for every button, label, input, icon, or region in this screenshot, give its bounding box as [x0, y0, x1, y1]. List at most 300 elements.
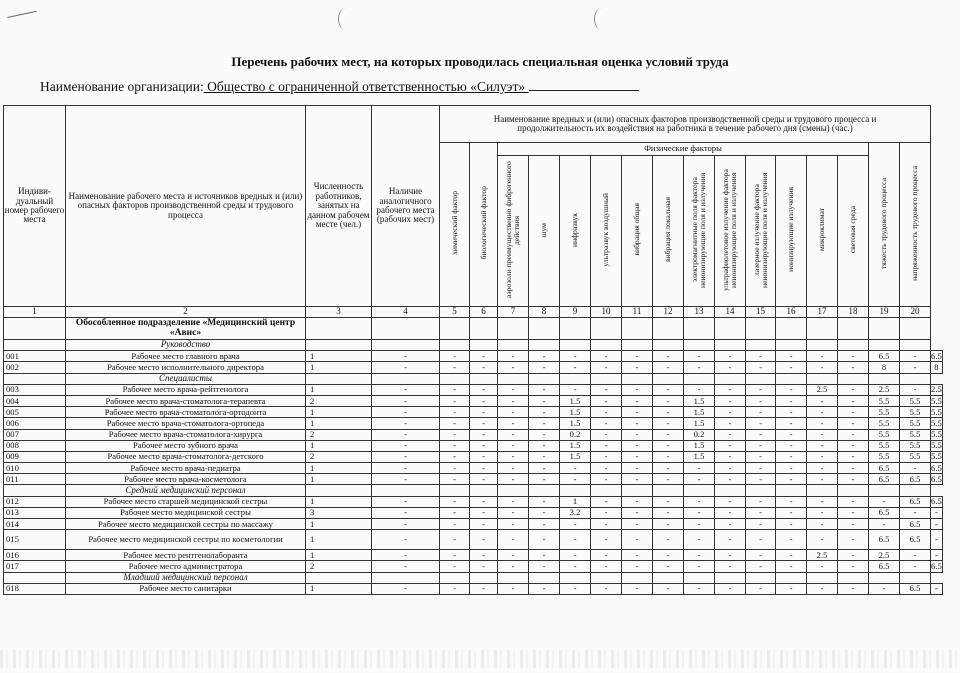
factor-cell: - [653, 474, 684, 485]
workplace-id: 015 [4, 530, 66, 550]
factor-cell: - [746, 418, 776, 429]
table-row [4, 418, 943, 429]
workplace-id: 012 [4, 496, 66, 507]
workplace-name: Рабочее место санитарки [66, 583, 306, 594]
worker-count: 2 [306, 451, 372, 462]
factor-cell: - [529, 583, 560, 594]
header-chem: химический фактор [440, 143, 470, 307]
factor-cell: - [931, 583, 943, 594]
worker-count: 3 [306, 507, 372, 518]
factor-cell: - [653, 507, 684, 518]
factor-cell: - [838, 395, 869, 406]
factor-cell: - [900, 384, 931, 395]
factor-cell: 5.5 [931, 451, 942, 462]
factor-cell: - [807, 351, 838, 362]
header-physical-factor: ультрафиолетовое излучение фактора неионизирующие поля и излучения [715, 156, 746, 307]
factor-cell: - [838, 507, 869, 518]
table-row [4, 451, 943, 462]
factor-cell: - [591, 583, 622, 594]
factor-cell: - [622, 351, 653, 362]
factor-cell: - [776, 519, 807, 530]
section-row [4, 340, 943, 351]
subdivision-name: Обособленное подразделение «Медицинский центр «Авис» [66, 318, 306, 340]
factor-cell: - [684, 561, 715, 572]
workplace-id: 004 [4, 395, 66, 406]
workplace-id: 018 [4, 583, 66, 594]
factor-cell: - [622, 463, 653, 474]
factor-cell: - [622, 561, 653, 572]
factor-cell: - [470, 507, 498, 518]
factor-cell: - [746, 362, 776, 373]
workplace-name: Рабочее место медицинской сестры по массажу [66, 519, 306, 530]
analog-cell: - [372, 561, 440, 572]
factor-cell: - [529, 550, 560, 561]
analog-cell: - [372, 507, 440, 518]
factor-cell: - [560, 583, 591, 594]
factor-cell: - [470, 429, 498, 440]
factor-cell: - [684, 463, 715, 474]
factor-cell: - [746, 474, 776, 485]
factor-cell: - [498, 474, 529, 485]
worker-count: 2 [306, 429, 372, 440]
factor-cell: - [684, 496, 715, 507]
analog-cell: - [372, 429, 440, 440]
worker-count: 1 [306, 407, 372, 418]
factor-cell: - [776, 530, 807, 550]
factor-cell: - [838, 463, 869, 474]
factor-cell: - [560, 351, 591, 362]
factor-cell: - [776, 440, 807, 451]
factor-cell: - [622, 530, 653, 550]
factor-cell: 2.5 [931, 384, 942, 395]
table-row [4, 351, 943, 362]
factor-cell: - [715, 384, 746, 395]
header-physical-factor: инфразвук [560, 156, 591, 307]
factor-cell: 5.5 [900, 395, 931, 406]
factor-cell: - [838, 362, 869, 373]
factor-cell: - [684, 384, 715, 395]
factor-cell: 6.5 [931, 462, 942, 473]
factor-cell: - [440, 507, 470, 518]
section-title: Младший медицинский персонал [66, 572, 306, 583]
factor-cell: 6.5 [869, 463, 900, 474]
factor-cell: - [440, 418, 470, 429]
analog-cell: - [372, 530, 440, 550]
column-number: 8 [529, 307, 560, 318]
column-number: 12 [653, 307, 684, 318]
factor-cell: - [869, 583, 900, 594]
worker-count: 1 [306, 463, 372, 474]
factor-cell: 1.5 [684, 440, 715, 451]
header-physical-factor: вибрация локальная [653, 156, 684, 307]
column-number: 2 [66, 307, 306, 318]
factor-cell: - [470, 440, 498, 451]
factor-cell: 1.5 [684, 418, 715, 429]
factor-cell: 5.5 [931, 440, 942, 451]
scan-artifact [594, 8, 609, 30]
factor-cell: - [529, 530, 560, 550]
factor-cell: - [622, 395, 653, 406]
column-number: 1 [4, 307, 66, 318]
factor-cell: - [715, 583, 746, 594]
factor-cell: - [776, 407, 807, 418]
factor-cell: - [653, 496, 684, 507]
factor-cell: - [715, 440, 746, 451]
column-number: 13 [684, 307, 715, 318]
factor-cell: - [776, 507, 807, 518]
factor-cell: - [498, 395, 529, 406]
factor-cell: - [591, 418, 622, 429]
factor-cell: - [715, 496, 746, 507]
factor-cell: - [470, 519, 498, 530]
factor-cell: - [684, 530, 715, 550]
factor-cell: - [715, 395, 746, 406]
factor-cell: 6.5 [869, 351, 900, 362]
factor-cell: - [715, 362, 746, 373]
factor-cell: - [622, 496, 653, 507]
factor-cell: 6.5 [900, 496, 931, 507]
factor-cell: 6.5 [900, 474, 931, 485]
factor-cell: 5.5 [869, 407, 900, 418]
factor-cell: - [440, 463, 470, 474]
factor-cell: - [684, 583, 715, 594]
factor-cell: - [715, 451, 746, 462]
factor-cell: - [838, 561, 869, 572]
header-factors-group: Наименование вредных и (или) опасных факторов производственной среды и трудового процесса и продолжительность их воздействия на работника в течение рабочего дня (смены) (час.) [440, 106, 931, 143]
factor-cell: - [560, 550, 591, 561]
factor-cell: 2.5 [807, 384, 838, 395]
factor-cell: 5.5 [931, 395, 942, 406]
factor-cell: - [715, 519, 746, 530]
factor-cell: - [498, 507, 529, 518]
factor-cell: - [900, 561, 931, 572]
factor-cell: 6.5 [931, 350, 942, 361]
header-id: Индиви-дуальный номер рабочего места [4, 106, 66, 307]
table-row [4, 583, 943, 594]
workplace-name: Рабочее место медицинской сестры по косметологии [66, 530, 306, 550]
factor-cell: - [900, 463, 931, 474]
factor-cell: - [807, 496, 838, 507]
workplace-id: 009 [4, 451, 66, 462]
factor-cell: 1.5 [560, 418, 591, 429]
factor-cell: - [498, 384, 529, 395]
workplace-name: Рабочее место главного врача [66, 351, 306, 362]
factor-cell: 5.5 [900, 440, 931, 451]
factor-cell: - [591, 407, 622, 418]
factor-cell: - [591, 440, 622, 451]
factor-cell: - [591, 429, 622, 440]
header-physical-factor: аэрозоли преимущественно фиброгенного действия [498, 156, 529, 307]
factor-cell: - [622, 507, 653, 518]
table-row [4, 561, 943, 572]
column-number: 17 [807, 307, 838, 318]
section-row [4, 485, 943, 496]
factor-cell: - [746, 496, 776, 507]
column-number: 16 [776, 307, 807, 318]
factor-cell: - [622, 519, 653, 530]
worker-count: 1 [306, 583, 372, 594]
factor-cell: - [653, 418, 684, 429]
factor-cell: - [560, 474, 591, 485]
factor-cell: - [591, 519, 622, 530]
factor-cell: - [807, 362, 838, 373]
analog-cell: - [372, 351, 440, 362]
factor-cell: - [807, 530, 838, 550]
factor-cell: - [498, 362, 529, 373]
factor-cell: - [622, 429, 653, 440]
worker-count: 1 [306, 550, 372, 561]
scan-noise [0, 650, 960, 668]
factor-cell: - [776, 429, 807, 440]
workplace-id: 010 [4, 463, 66, 474]
factor-cell: 6.5 [900, 530, 931, 550]
factor-cell: - [470, 561, 498, 572]
factor-cell: - [529, 474, 560, 485]
factor-cell: - [470, 463, 498, 474]
factor-cell: - [529, 519, 560, 530]
factor-cell: - [622, 407, 653, 418]
factor-cell: - [622, 451, 653, 462]
factor-cell: - [498, 530, 529, 550]
factor-cell: - [591, 561, 622, 572]
factor-cell: - [622, 362, 653, 373]
workplace-id: 002 [4, 362, 66, 373]
header-analog: Наличие аналогичного рабочего места (рабочих мест) [372, 106, 440, 307]
analog-cell: - [372, 519, 440, 530]
factor-cell: - [440, 395, 470, 406]
factor-cell: - [746, 351, 776, 362]
table-row [4, 395, 943, 406]
factor-cell: 5.5 [869, 429, 900, 440]
header-name: Наименование рабочего места и источников вредных и (или) опасных факторов производственной среды и трудового процесса [66, 106, 306, 307]
factor-cell: - [498, 440, 529, 451]
factor-cell: - [470, 451, 498, 462]
factor-cell: 2.5 [807, 550, 838, 561]
page-title: Перечень рабочих мест, на которых проводилась специальная оценка условий труда [231, 54, 729, 69]
workplace-name: Рабочее место врача-стоматолога-детского [66, 451, 306, 462]
factor-cell: - [653, 530, 684, 550]
factor-cell: - [807, 561, 838, 572]
analog-cell: - [372, 463, 440, 474]
worker-count: 2 [306, 561, 372, 572]
table-row [4, 496, 943, 507]
factor-cell: 6.5 [869, 507, 900, 518]
factor-cell: - [440, 519, 470, 530]
column-number: 14 [715, 307, 746, 318]
factor-cell: - [715, 550, 746, 561]
factor-cell: - [622, 550, 653, 561]
factor-cell: - [622, 583, 653, 594]
column-number: 15 [746, 307, 776, 318]
factor-cell: 5.5 [931, 417, 942, 428]
factor-cell: - [529, 561, 560, 572]
factor-cell: - [470, 474, 498, 485]
column-number: 11 [622, 307, 653, 318]
header-physical-factor: ультразвук воздушный [591, 156, 622, 307]
factor-cell: - [746, 530, 776, 550]
column-number: 3 [306, 307, 372, 318]
workplace-name: Рабочее место врача-рейтгенолога [66, 384, 306, 395]
factor-cell: - [715, 429, 746, 440]
worker-count: 1 [306, 530, 372, 550]
factor-cell: - [498, 583, 529, 594]
factor-cell: 5.5 [869, 395, 900, 406]
analog-cell: - [372, 583, 440, 594]
factor-cell: - [715, 407, 746, 418]
factor-cell: - [715, 418, 746, 429]
factor-cell: - [591, 362, 622, 373]
factor-cell: - [440, 440, 470, 451]
factor-cell: 5.5 [869, 440, 900, 451]
factor-cell: - [715, 507, 746, 518]
section-row [4, 572, 943, 583]
factor-cell: - [622, 474, 653, 485]
factor-cell: - [838, 418, 869, 429]
workplaces-table-wrap [3, 105, 943, 595]
factor-cell: - [440, 451, 470, 462]
factor-cell: - [440, 550, 470, 561]
factor-cell: - [684, 474, 715, 485]
factor-cell: - [776, 418, 807, 429]
factor-cell: - [653, 407, 684, 418]
factor-cell: - [684, 519, 715, 530]
factor-cell: - [591, 530, 622, 550]
factor-cell: - [838, 429, 869, 440]
worker-count: 1 [306, 362, 372, 373]
header-heaviness: тяжесть трудового процесса [869, 143, 900, 307]
factor-cell: - [807, 507, 838, 518]
factor-cell: - [498, 418, 529, 429]
factor-cell: - [440, 362, 470, 373]
factor-cell: 6.5 [869, 474, 900, 485]
factor-cell: 5.5 [900, 451, 931, 462]
factor-cell: 6.5 [900, 583, 931, 594]
table-row [4, 463, 943, 474]
factor-cell: - [560, 463, 591, 474]
table-row [4, 530, 943, 550]
factor-cell: - [498, 496, 529, 507]
worker-count: 1 [306, 496, 372, 507]
factor-cell: - [776, 362, 807, 373]
factor-cell: - [498, 451, 529, 462]
factor-cell: - [470, 351, 498, 362]
factor-cell: - [470, 583, 498, 594]
factor-cell: - [498, 351, 529, 362]
factor-cell: 1.5 [560, 407, 591, 418]
header-physical-factor: шум [529, 156, 560, 307]
factor-cell: - [838, 351, 869, 362]
factor-cell: - [746, 440, 776, 451]
factor-cell: - [653, 429, 684, 440]
organization-line [40, 78, 639, 95]
factor-cell: - [838, 583, 869, 594]
workplace-id: 014 [4, 519, 66, 530]
factor-cell: - [684, 362, 715, 373]
factor-cell: - [440, 474, 470, 485]
subdivision-id [4, 318, 66, 340]
factor-cell: - [591, 395, 622, 406]
workplace-name: Рабочее место врача-педиатра [66, 463, 306, 474]
factor-cell: - [838, 474, 869, 485]
factor-cell: 1.5 [684, 395, 715, 406]
factor-cell: - [807, 395, 838, 406]
factor-cell: - [529, 507, 560, 518]
workplace-id: 007 [4, 429, 66, 440]
worker-count: 1 [306, 474, 372, 485]
factor-cell: - [440, 561, 470, 572]
workplace-name: Рабочее место врача-стоматолога-ортопеда [66, 418, 306, 429]
factor-cell: - [529, 496, 560, 507]
factor-cell: - [653, 519, 684, 530]
factor-cell: - [715, 561, 746, 572]
factor-cell: - [622, 440, 653, 451]
factor-cell: - [838, 519, 869, 530]
factor-cell: - [684, 507, 715, 518]
factor-cell: - [498, 463, 529, 474]
factor-cell: - [807, 583, 838, 594]
factor-cell: - [653, 550, 684, 561]
factor-cell: - [440, 429, 470, 440]
factor-cell: 1.5 [684, 451, 715, 462]
factor-cell: - [900, 362, 931, 373]
factor-cell: 0.2 [684, 429, 715, 440]
column-number: 5 [440, 307, 470, 318]
factor-cell: - [440, 384, 470, 395]
factor-cell: - [807, 451, 838, 462]
worker-count: 1 [306, 418, 372, 429]
factor-cell: - [746, 407, 776, 418]
factor-cell: - [591, 550, 622, 561]
factor-cell: - [838, 550, 869, 561]
factor-cell: - [591, 496, 622, 507]
factor-cell: - [869, 496, 900, 507]
organization-label: Наименование организации: [40, 79, 204, 94]
column-number: 6 [470, 307, 498, 318]
factor-cell: 5.5 [869, 418, 900, 429]
factor-cell: - [622, 384, 653, 395]
table-row [4, 429, 943, 440]
factor-cell: - [746, 561, 776, 572]
factor-cell: - [653, 451, 684, 462]
factor-cell: - [653, 351, 684, 362]
header-physical-factor: световая среда [838, 156, 869, 307]
factor-cell: - [591, 351, 622, 362]
factor-cell: - [931, 519, 943, 530]
factor-cell: - [470, 550, 498, 561]
header-physical: Физические факторы [498, 143, 869, 156]
factor-cell: - [776, 384, 807, 395]
factor-cell: - [931, 530, 943, 550]
factor-cell: 3.2 [560, 507, 591, 518]
factor-cell: - [440, 351, 470, 362]
factor-cell: - [591, 463, 622, 474]
factor-cell: - [440, 407, 470, 418]
factor-cell: - [746, 507, 776, 518]
factor-cell: - [746, 429, 776, 440]
factor-cell: - [470, 418, 498, 429]
factor-cell: - [470, 407, 498, 418]
table-row [4, 550, 943, 561]
factor-cell: 5.5 [931, 406, 942, 417]
column-number: 10 [591, 307, 622, 318]
worker-count: 2 [306, 395, 372, 406]
factor-cell: 1 [560, 496, 591, 507]
factor-cell: - [807, 519, 838, 530]
workplace-id: 017 [4, 561, 66, 572]
factor-cell: - [560, 561, 591, 572]
workplace-name: Рабочее место зубного врача [66, 440, 306, 451]
section-title: Специалисты [66, 373, 306, 384]
